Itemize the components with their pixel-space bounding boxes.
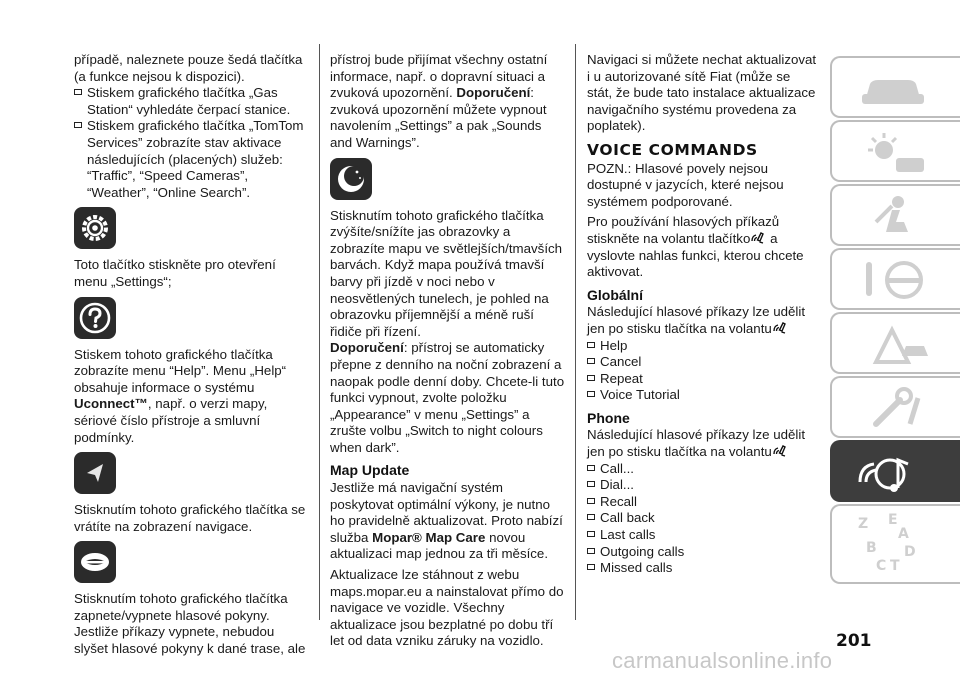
index-letter: C bbox=[876, 558, 887, 574]
index-letter: D bbox=[904, 544, 916, 560]
help-question-icon bbox=[74, 297, 116, 339]
watermark: carmanualsonline.info bbox=[612, 648, 833, 673]
text: : zvuková upozornění můžete vypnout navolením „Settings” a pak „Sounds and Warnings”. bbox=[330, 85, 547, 150]
paragraph-note: POZN.: Hlasové povely nejsou dostupné v jazycích, které nejsou systémem podporované. bbox=[587, 160, 784, 209]
bold-text: Mopar® Map Care bbox=[372, 529, 486, 545]
heading-map-update: Map Update bbox=[330, 462, 410, 479]
text: Jestliže má navigační systém poskytovat optimální výkony, je nutno ho pravidelně aktualizovat. Proto nabízí služba bbox=[330, 480, 563, 545]
column-divider bbox=[575, 44, 576, 620]
text: Následující hlasové příkazy lze udělit jen po stisku tlačítka na volantu bbox=[587, 304, 806, 336]
text: Následující hlasové příkazy lze udělit jen po stisku tlačítka na volantu bbox=[587, 427, 806, 460]
warning-lights-icon bbox=[846, 128, 956, 178]
list-item: Call back bbox=[587, 510, 819, 527]
paragraph bbox=[330, 52, 566, 152]
column-middle bbox=[330, 52, 566, 650]
index-letter: A bbox=[898, 526, 909, 542]
bullet-tomtom-services: Stiskem grafického tlačítka „TomTom Services” zobrazíte stav aktivace následujících (placených) služeb: “Traffic”, “Speed Cameras”, “Weather”, “Online Search”. bbox=[74, 118, 310, 201]
tab-airbag-seat[interactable] bbox=[830, 184, 960, 246]
settings-gear-icon bbox=[74, 207, 116, 249]
text: přístroj bude přijímat všechny ostatní informace, např. o dopravní situaci a zvuková upozornění. bbox=[330, 52, 548, 101]
heading-phone: Phone bbox=[587, 409, 630, 426]
paragraph-help bbox=[74, 347, 310, 447]
text: : přístroj se automaticky přepne z denního na noční zobrazení a naopak podle denní doby. Chcete-li tuto funkci vypnout, zvolte položku „Appearance” v menu „Settings” a zrušte volbu „Switch to night colours when dark”. bbox=[330, 340, 565, 455]
list-item: Voice Tutorial bbox=[587, 387, 819, 404]
paragraph-phone bbox=[587, 427, 819, 460]
list-item: Help bbox=[587, 338, 819, 355]
tab-tools[interactable] bbox=[830, 376, 960, 438]
global-commands-list bbox=[587, 338, 819, 404]
chapter-tabs bbox=[826, 56, 960, 616]
tools-icon bbox=[846, 384, 956, 434]
paragraph: případě, naleznete pouze šedá tlačítka (a funkce nejsou k dispozici). bbox=[74, 52, 303, 84]
tab-steering-wheel[interactable] bbox=[830, 248, 960, 310]
tab-warning-lights[interactable] bbox=[830, 120, 960, 182]
airbag-seat-icon bbox=[846, 192, 956, 242]
voice-button-icon bbox=[772, 444, 788, 458]
list-item: Cancel bbox=[587, 354, 819, 371]
index-letter: T bbox=[890, 558, 900, 574]
text: Pro používání hlasových příkazů stiskněte na volantu tlačítko bbox=[587, 214, 780, 246]
text: a vyslovte nahlas funkci, kterou chcete aktivovat. bbox=[587, 230, 804, 280]
heading-global: Globální bbox=[587, 286, 643, 303]
index-letter: E bbox=[888, 512, 898, 528]
paragraph: Navigaci si můžete nechat aktualizovat i u autorizované sítě Fiat (může se stát, že bude tato instalace aktualizace navigačního systému provedena za poplatek). bbox=[587, 52, 817, 134]
text: novou aktualizaci map jednou za tři měsíce. bbox=[330, 529, 549, 562]
heading-voice-commands: VOICE COMMANDS bbox=[587, 140, 758, 159]
bold-text: Doporučení bbox=[330, 340, 404, 356]
car-dashboard-icon bbox=[846, 64, 956, 114]
text: Stiskem tohoto grafického tlačítka zobrazíte menu “Help”. Menu „Help“ obsahuje informace o systému bbox=[74, 346, 287, 395]
index-letter: Z bbox=[858, 516, 869, 532]
paragraph-settings: Toto tlačítko stiskněte pro otevření menu „Settings“; bbox=[74, 257, 276, 289]
paragraph-recommendation bbox=[330, 340, 566, 456]
index-letter: B bbox=[866, 540, 877, 556]
steering-wheel-key-icon bbox=[846, 256, 956, 306]
paragraph-map-update bbox=[330, 480, 566, 563]
paragraph-navigation: Stisknutím tohoto grafického tlačítka se vrátíte na zobrazení navigace. bbox=[74, 502, 306, 534]
tab-car-dashboard[interactable] bbox=[830, 56, 960, 118]
bullet-gas-station: Stiskem grafického tlačítka „Gas Station“ vyhledáte čerpací stanice. bbox=[74, 85, 310, 118]
column-right bbox=[587, 52, 819, 577]
list-item: Repeat bbox=[587, 371, 819, 388]
tab-multimedia-active[interactable] bbox=[830, 440, 960, 502]
list-item: Dial... bbox=[587, 477, 819, 494]
phone-commands-list bbox=[587, 461, 819, 577]
paragraph-brightness: Stisknutím tohoto grafického tlačítka zvýšíte/snížíte jas obrazovky a zobrazíte mapu ve světlejších/tmavších barvách. Když mapa používá tmavší barvy při jízdě v noci nebo v neosvětlených tunelech, je pohled na obrazovku příjemnější a méně ruší řidiče při řízení. bbox=[330, 207, 563, 339]
list-item: Outgoing calls bbox=[587, 544, 819, 561]
voice-button-icon bbox=[750, 231, 766, 245]
text: , např. o verzi mapy, sériové číslo přístroje a smluvní podmínky. bbox=[74, 396, 268, 445]
navigation-arrow-icon bbox=[74, 452, 116, 494]
warning-triangle-car-icon bbox=[846, 320, 956, 370]
tab-warning-triangle[interactable] bbox=[830, 312, 960, 374]
day-night-moon-icon bbox=[330, 158, 372, 200]
multimedia-voice-icon bbox=[846, 448, 956, 498]
alphabet-index-icon bbox=[846, 512, 956, 582]
paragraph-global bbox=[587, 304, 819, 337]
voice-button-icon bbox=[772, 321, 788, 335]
list-item: Missed calls bbox=[587, 560, 819, 577]
list-item: Recall bbox=[587, 494, 819, 511]
bold-text: Doporučení bbox=[456, 85, 531, 101]
column-left bbox=[74, 52, 310, 658]
voice-mute-icon bbox=[74, 541, 116, 583]
paragraph-usage bbox=[587, 214, 819, 280]
list-item: Call... bbox=[587, 461, 819, 478]
bold-text: Uconnect™ bbox=[74, 396, 148, 412]
paragraph-download: Aktualizace lze stáhnout z webu maps.mopar.eu a nainstalovat přímo do navigace ve vozidle. Všechny aktualizace jsou bezplatné po dobu tří let od data vzniku záruky na vozidlo. bbox=[330, 567, 564, 649]
list-item: Last calls bbox=[587, 527, 819, 544]
tab-alphabetical-index[interactable] bbox=[830, 504, 960, 584]
column-divider bbox=[319, 44, 320, 620]
page-number: 201 bbox=[836, 631, 872, 651]
paragraph-voice: Stisknutím tohoto grafického tlačítka zapnete/vypnete hlasové pokyny. Jestliže příkazy vypnete, nebudou slyšet hlasové pokyny k dané trase, ale bbox=[74, 591, 306, 657]
